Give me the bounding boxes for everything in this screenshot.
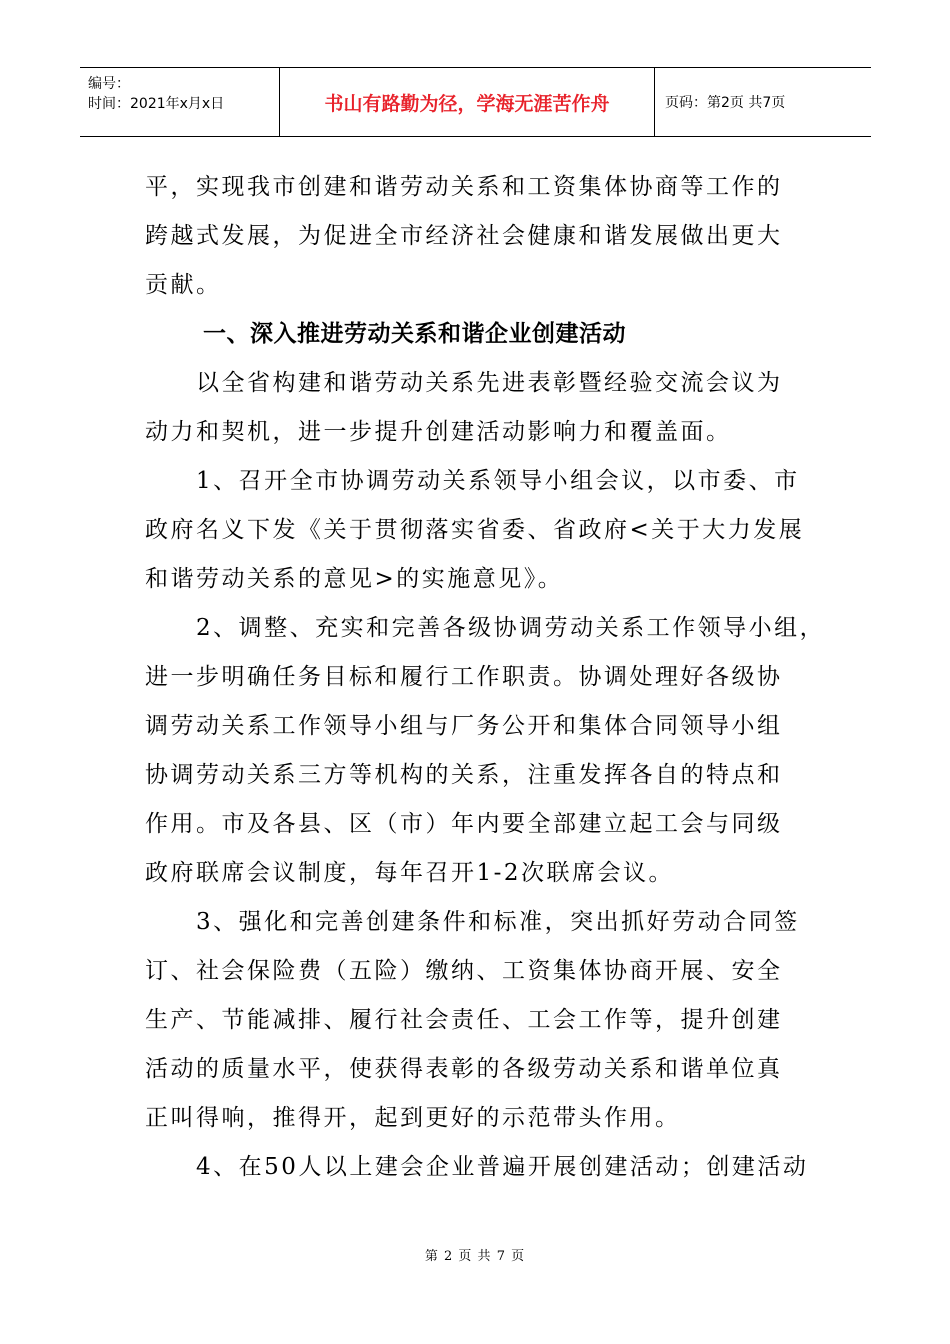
text-line: 3、强化和完善创建条件和标准，突出抓好劳动合同签 — [145, 909, 800, 935]
header-page-code: 页码：第2页 共7页 — [665, 95, 786, 111]
text-line: 和谐劳动关系的意见>的实施意见》。 — [145, 566, 564, 592]
text-line: 2、调整、充实和完善各级协调劳动关系工作领导小组， — [145, 615, 826, 641]
header-table — [80, 67, 871, 137]
text-line: 跨越式发展，为促进全市经济社会健康和谐发展做出更大 — [145, 223, 783, 249]
text-line: 平，实现我市创建和谐劳动关系和工资集体协商等工作的 — [145, 174, 783, 200]
document-body — [145, 163, 826, 1192]
text-line: 政府联席会议制度，每年召开1-2次联席会议。 — [145, 860, 675, 886]
document-number-label: 编号： — [88, 76, 130, 92]
document-time-label: 时间：2021年x月x日 — [88, 96, 225, 112]
header-meta — [80, 68, 280, 136]
text-line: 政府名义下发《关于贯彻落实省委、省政府<关于大力发展 — [145, 517, 805, 543]
section-heading: 一、深入推进劳动关系和谐企业创建活动 — [203, 321, 626, 347]
text-line: 正叫得响，推得开，起到更好的示范带头作用。 — [145, 1105, 681, 1131]
text-line: 生产、节能减排、履行社会责任、工会工作等，提升创建 — [145, 1007, 783, 1033]
text-line: 调劳动关系工作领导小组与厂务公开和集体合同领导小组 — [145, 713, 783, 739]
text-line: 1、召开全市协调劳动关系领导小组会议，以市委、市 — [145, 468, 800, 494]
text-line: 动力和契机，进一步提升创建活动影响力和覆盖面。 — [145, 419, 732, 445]
text-line: 协调劳动关系三方等机构的关系，注重发挥各自的特点和 — [145, 762, 783, 788]
text-line: 4、在50人以上建会企业普遍开展创建活动；创建活动 — [145, 1154, 809, 1180]
text-line: 订、社会保险费（五险）缴纳、工资集体协商开展、安全 — [145, 958, 783, 984]
header-motto: 书山有路勤为径，学海无涯苦作舟 — [280, 68, 655, 136]
text-line: 进一步明确任务目标和履行工作职责。协调处理好各级协 — [145, 664, 783, 690]
page-footer: 第 2 页 共 7 页 — [424, 1249, 526, 1264]
text-line: 活动的质量水平，使获得表彰的各级劳动关系和谐单位真 — [145, 1056, 783, 1082]
text-line: 以全省构建和谐劳动关系先进表彰暨经验交流会议为 — [145, 370, 783, 396]
text-line: 作用。市及各县、区（市）年内要全部建立起工会与同级 — [145, 811, 783, 837]
text-line: 贡献。 — [145, 272, 222, 298]
